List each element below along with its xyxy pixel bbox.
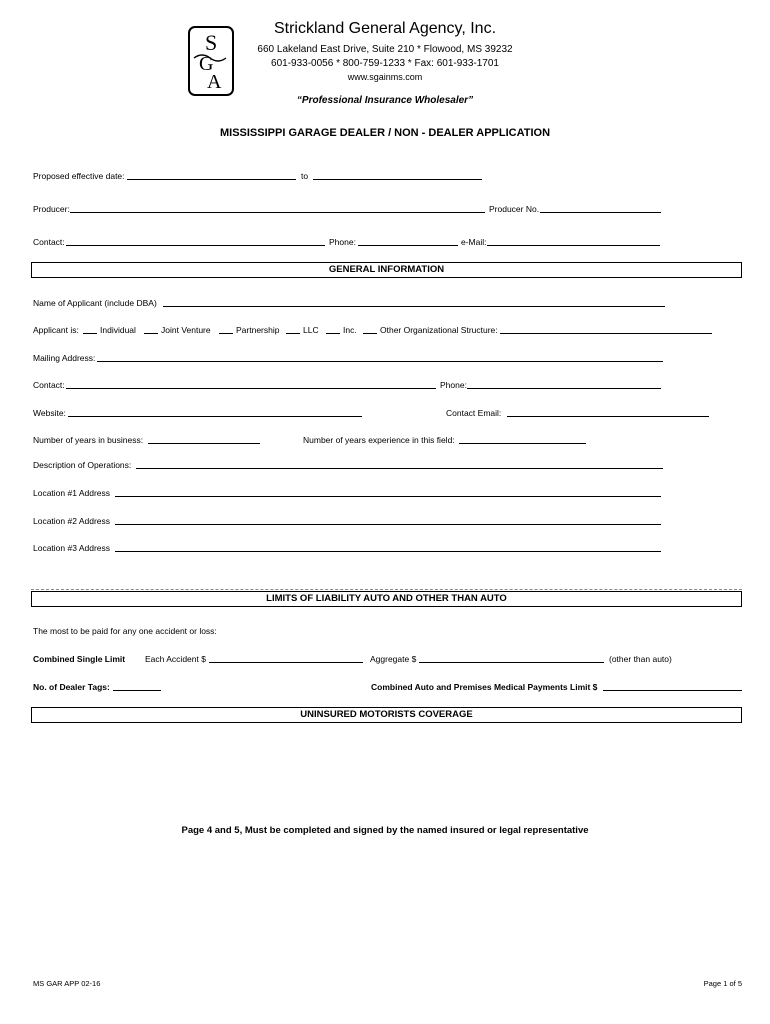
years-experience-field[interactable] [459,443,586,444]
dealer-tags-label: No. of Dealer Tags: [33,682,110,692]
description-row [33,457,745,471]
csl-label: Combined Single Limit [33,654,126,664]
effective-date-from-field[interactable] [127,179,296,180]
producer-no-field[interactable] [540,212,661,213]
years-in-business-label: Number of years in business: [33,435,144,445]
applicant-is-label: Applicant is: [33,325,79,335]
partnership-checkbox[interactable] [219,333,233,334]
section-divider [31,589,742,590]
location-2-row [33,513,745,527]
applicant-contact-field[interactable] [66,388,436,389]
individual-label: Individual [100,325,136,335]
limits-intro: The most to be paid for any one accident or loss: [33,626,217,636]
location-2-field[interactable] [115,524,661,525]
individual-checkbox[interactable] [83,333,97,334]
producer-row [33,201,745,215]
inc-label: Inc. [343,325,357,335]
company-address: 660 Lakeland East Drive, Suite 210 * Flowood, MS 39232 [257,44,513,55]
other-structure-label: Other Organizational Structure: [380,325,498,335]
uninsured-heading: UNINSURED MOTORISTS COVERAGE [31,707,742,723]
effective-date-label: Proposed effective date: [33,171,125,181]
applicant-phone-label: Phone: [440,380,467,390]
partnership-label: Partnership [236,325,280,335]
years-experience-label: Number of years experience in this field: [303,435,455,445]
logo-letter-a: A [207,71,222,93]
contact-label: Contact: [33,237,65,247]
applicant-name-label: Name of Applicant (include DBA) [33,298,157,308]
mailing-address-label: Mailing Address: [33,353,96,363]
website-row [33,405,745,419]
effective-date-to-field[interactable] [313,179,482,180]
med-payments-label: Combined Auto and Premises Medical Payments Limit $ [371,682,598,692]
logo-letter-s: S [205,30,218,55]
other-structure-field[interactable] [500,333,712,334]
signature-notice: Page 4 and 5, Must be completed and signed by the named insured or legal representative [181,825,589,836]
form-code: MS GAR APP 02-16 [33,979,101,988]
aggregate-label: Aggregate $ [370,654,417,664]
csl-row [33,651,745,665]
llc-label: LLC [303,325,319,335]
mailing-address-row [33,350,745,364]
logo-letter-g: G [199,53,214,75]
company-name: Strickland General Agency, Inc. [273,20,497,37]
email-label: e-Mail: [461,237,487,247]
location-2-label: Location #2 Address [33,516,111,526]
location-3-label: Location #3 Address [33,543,111,553]
each-accident-label: Each Accident $ [145,654,206,664]
producer-field[interactable] [70,212,485,213]
applicant-name-field[interactable] [163,306,665,307]
dealer-tags-row [33,679,745,693]
joint-venture-checkbox[interactable] [144,333,158,334]
location-1-label: Location #1 Address [33,488,111,498]
med-payments-field[interactable] [603,690,742,691]
location-3-row [33,540,745,554]
email-field[interactable] [487,245,660,246]
description-label: Description of Operations: [33,460,132,470]
effective-date-row [33,168,745,182]
general-information-heading: GENERAL INFORMATION [31,262,742,278]
limits-intro-row [33,623,745,637]
description-field[interactable] [136,468,663,469]
applicant-name-row [33,295,745,309]
each-accident-field[interactable] [209,662,363,663]
joint-venture-label: Joint Venture [161,325,211,335]
other-structure-checkbox[interactable] [363,333,377,334]
tagline: “Professional Insurance Wholesaler” [296,95,474,106]
llc-checkbox[interactable] [286,333,300,334]
applicant-contact-row [33,377,745,391]
aggregate-field[interactable] [419,662,604,663]
other-than-auto-label: (other than auto) [609,654,672,664]
mailing-address-field[interactable] [97,361,663,362]
company-website: www.sgainms.com [347,72,423,82]
location-1-row [33,485,745,499]
inc-checkbox[interactable] [326,333,340,334]
producer-no-label: Producer No. [489,204,540,214]
contact-email-label: Contact Email: [446,408,502,418]
applicant-type-row [33,322,745,336]
website-label: Website: [33,408,66,418]
producer-label: Producer: [33,204,70,214]
years-in-business-field[interactable] [148,443,260,444]
page-number: Page 1 of 5 [703,979,742,988]
website-field[interactable] [68,416,362,417]
contact-field[interactable] [66,245,325,246]
location-1-field[interactable] [115,496,661,497]
contact-row [33,234,745,248]
company-phones: 601-933-0056 * 800-759-1233 * Fax: 601-933-1701 [271,58,499,69]
limits-heading: LIMITS OF LIABILITY AUTO AND OTHER THAN AUTO [31,591,742,607]
applicant-contact-label: Contact: [33,380,65,390]
location-3-field[interactable] [115,551,661,552]
years-row [33,432,745,446]
applicant-phone-field[interactable] [467,388,661,389]
phone-field[interactable] [358,245,458,246]
phone-label: Phone: [329,237,356,247]
effective-date-to-label: to [301,171,309,181]
form-title: MISSISSIPPI GARAGE DEALER / NON - DEALER APPLICATION [219,127,551,139]
contact-email-field[interactable] [507,416,709,417]
dealer-tags-field[interactable] [113,690,161,691]
